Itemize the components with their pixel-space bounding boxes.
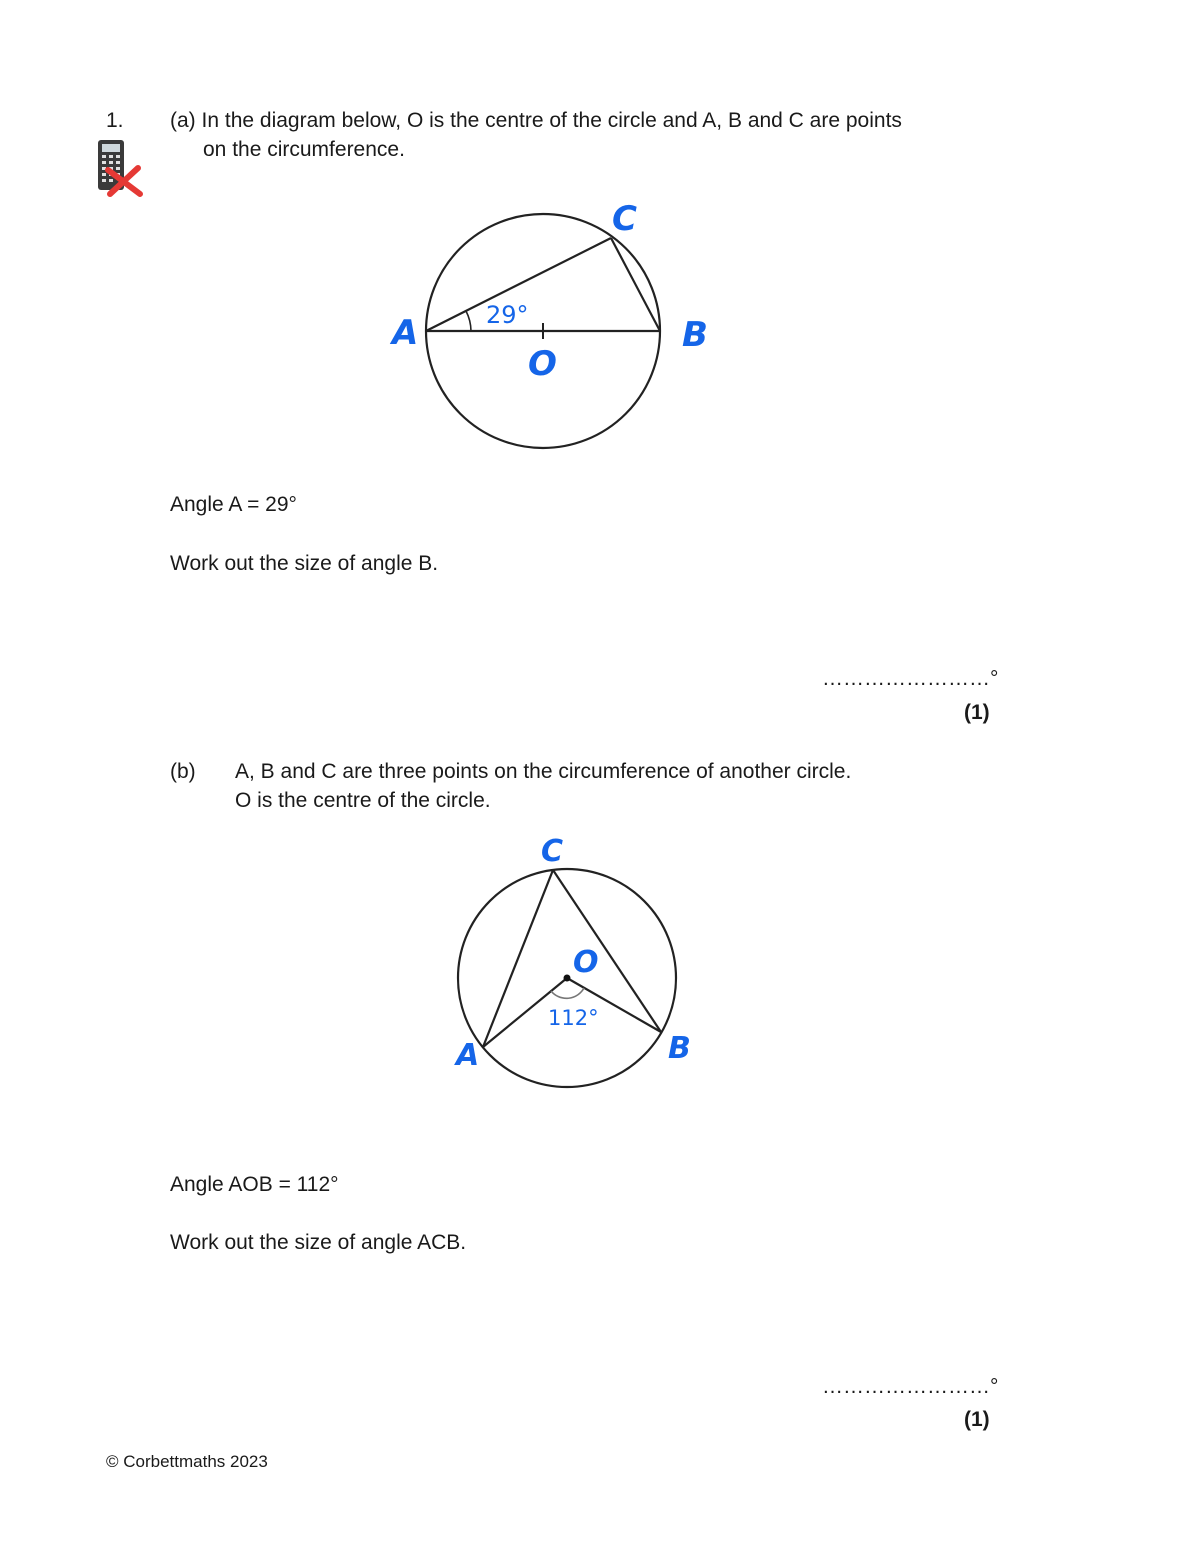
- question-number: 1.: [106, 109, 124, 132]
- part-b-answer-unit: °: [990, 1375, 999, 1398]
- part-b-task: Work out the size of angle ACB.: [170, 1231, 467, 1254]
- part-a-marks: (1): [964, 701, 990, 724]
- label-c: C: [541, 834, 564, 869]
- part-a-given: Angle A = 29°: [170, 493, 297, 516]
- footer-copyright: © Corbettmaths 2023: [106, 1452, 268, 1471]
- chord-cb: [611, 238, 660, 331]
- part-a-answer-line: ……………………: [822, 667, 990, 690]
- part-b-intro-line2: O is the centre of the circle.: [235, 789, 491, 812]
- diagram-b: [440, 830, 700, 1100]
- part-a-task: Work out the size of angle B.: [170, 552, 439, 575]
- part-b-answer: [822, 1372, 998, 1402]
- diagram-a: [380, 190, 720, 460]
- label-a: A: [392, 313, 419, 353]
- part-b-label: (b): [170, 760, 196, 783]
- label-b: B: [668, 1031, 691, 1066]
- angle-label: 112°: [548, 1006, 599, 1030]
- part-b-answer-line: ……………………: [822, 1375, 990, 1398]
- centre-dot: [564, 975, 571, 982]
- label-o: O: [528, 344, 557, 384]
- angle-label: 29°: [486, 301, 529, 329]
- label-c: C: [612, 199, 637, 239]
- label-b: B: [682, 315, 708, 355]
- part-a-intro-line1: In the diagram below, O is the centre of the circle and A, B and C are points: [201, 109, 902, 132]
- angle-arc-a: [466, 311, 471, 331]
- label-a: A: [456, 1038, 480, 1073]
- label-o: O: [573, 945, 599, 980]
- part-a-intro-line2: on the circumference.: [203, 138, 405, 161]
- part-a-answer: [822, 664, 998, 694]
- part-b-intro-line1: A, B and C are three points on the circumference of another circle.: [235, 760, 852, 783]
- part-a-intro: [170, 106, 902, 136]
- part-a-answer-unit: °: [990, 667, 999, 690]
- no-calculator-icon: [94, 138, 146, 198]
- part-a-label: (a): [170, 109, 196, 132]
- part-b-given: Angle AOB = 112°: [170, 1173, 339, 1196]
- part-b-marks: (1): [964, 1408, 990, 1431]
- angle-arc-aob: [551, 988, 584, 998]
